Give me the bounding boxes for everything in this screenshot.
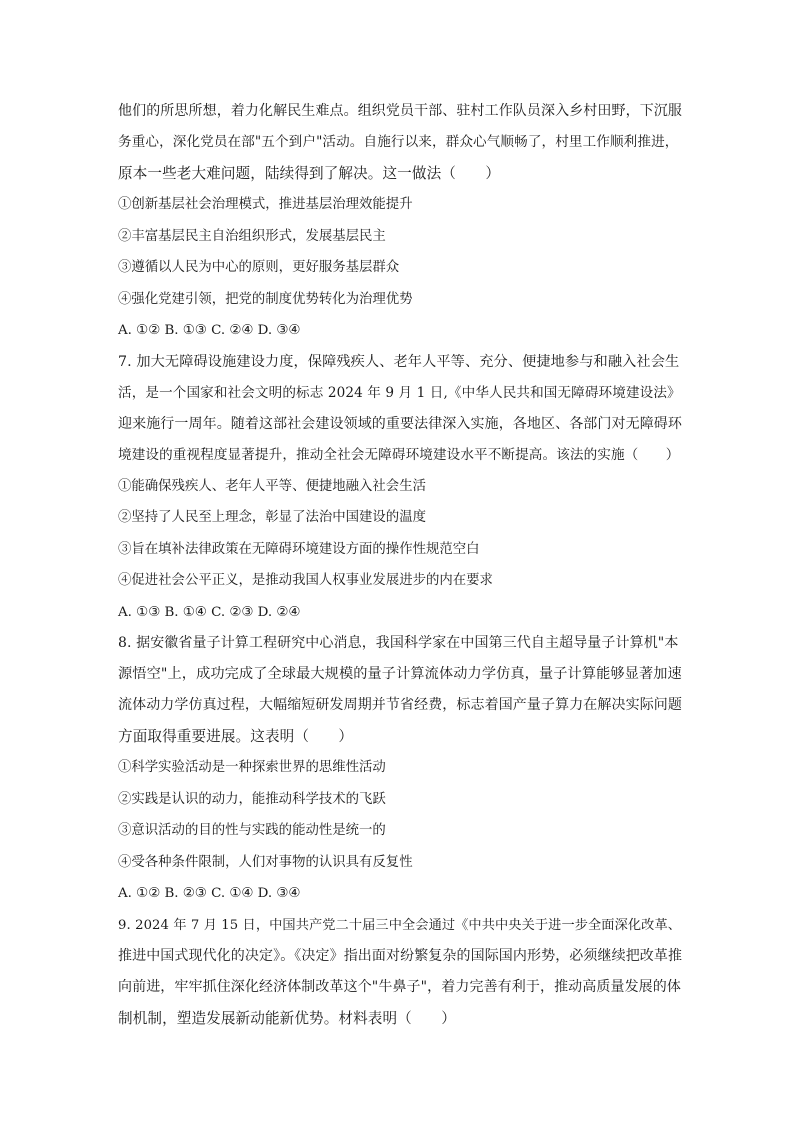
question-9 <box>118 910 684 1034</box>
stem-line: 向前进，牢牢抓住深化经济体制改革这个"牛鼻子"，着力完善有利于，推动高质量发展的体 <box>118 978 681 995</box>
stem-line: 9. 2024 年 7 月 15 日，中国共产党二十届三中全会通过《中共中央关于进一步全面深化改革、 <box>118 917 682 933</box>
stem-line: 流体动力学仿真过程，大幅缩短研发周期并节省经费，标志着国产量子算力在解决实际问题 <box>118 697 682 713</box>
question-8-stem <box>118 628 684 752</box>
option-1: ①科学实验活动是一种探索世界的思维性活动 <box>118 760 386 775</box>
stem-line: 源悟空"上，成功完成了全球最大规模的量子计算流体动力学仿真，量子计算能够显著加速 <box>118 666 682 682</box>
question-6-stem <box>118 96 684 189</box>
stem-line: 务重心，深化党员在部"五个到户"活动。自施行以来，群众心气顺畅了，村里工作顺利推进， <box>118 134 679 150</box>
question-8 <box>118 628 684 910</box>
answer-choices: A. ①② B. ②③ C. ①④ D. ③④ <box>118 886 301 901</box>
stem-line: 原本一些老大难问题，陆续得到了解决。这一做法（ ） <box>118 165 501 182</box>
option-4: ④促进社会公平正义，是推动我国人权事业发展进步的内在要求 <box>118 573 493 588</box>
option-2: ②实践是认识的动力，能推动科学技术的飞跃 <box>118 791 386 807</box>
stem-line: 活，是一个国家和社会文明的标志 2024 年 9 月 1 日,《中华人民共和国无障碍环境建设法》 <box>118 384 681 401</box>
stem-line: 方面取得重要进展。这表明（ ） <box>118 728 354 745</box>
option-4: ④强化党建引领，把党的制度优势转化为治理优势 <box>118 291 413 307</box>
option-2: ②坚持了人民至上理念，彰显了法治中国建设的温度 <box>118 510 426 525</box>
question-6-tail <box>118 96 684 347</box>
stem-line: 推进中国式现代化的决定》。《决定》指出面对纷繁复杂的国际国内形势，必须继续把改革推 <box>118 947 683 964</box>
question-9-stem <box>118 910 684 1034</box>
stem-line: 迎来施行一周年。随着这部社会建设领域的重要法律深入实施，各地区、各部门对无障碍环 <box>118 415 682 432</box>
option-2: ②丰富基层民主自治组织形式，发展基层民主 <box>118 228 386 244</box>
stem-line: 制机制，塑造发展新动能新优势。材料表明（ ） <box>118 1009 456 1027</box>
stem-line: 8. 据安徽省量子计算工程研究中心消息，我国科学家在中国第三代自主超导量子计算机"本 <box>118 635 679 651</box>
stem-line: 7. 加大无障碍设施建设力度，保障残疾人、老年人平等、充分、便捷地参与和融入社会生 <box>118 353 680 370</box>
option-4: ④受各种条件限制，人们对事物的认识具有反复性 <box>118 854 413 870</box>
option-1: ①能确保残疾人、老年人平等、便捷地融入社会生活 <box>118 478 426 494</box>
option-1: ①创新基层社会治理模式，推进基层治理效能提升 <box>118 197 413 212</box>
option-3: ③意识活动的目的性与实践的能动性是统一的 <box>118 823 386 838</box>
answer-choices: A. ①② B. ①③ C. ②④ D. ③④ <box>118 323 301 338</box>
stem-line: 境建设的重视程度显著提升，推动全社会无障碍环境建设水平不断提高。该法的实施（ ） <box>118 446 680 463</box>
option-3: ③旨在填补法律政策在无障碍环境建设方面的操作性规范空白 <box>118 541 480 557</box>
page-content <box>118 96 684 1034</box>
stem-line: 他们的所思所想，着力化解民生难点。组织党员干部、驻村工作队员深入乡村田野，下沉服 <box>118 103 682 119</box>
question-7 <box>118 347 684 629</box>
question-7-stem <box>118 347 684 471</box>
answer-choices: A. ①③ B. ①④ C. ②③ D. ②④ <box>118 604 301 620</box>
option-3: ③遵循以人民为中心的原则，更好服务基层群众 <box>118 260 400 275</box>
